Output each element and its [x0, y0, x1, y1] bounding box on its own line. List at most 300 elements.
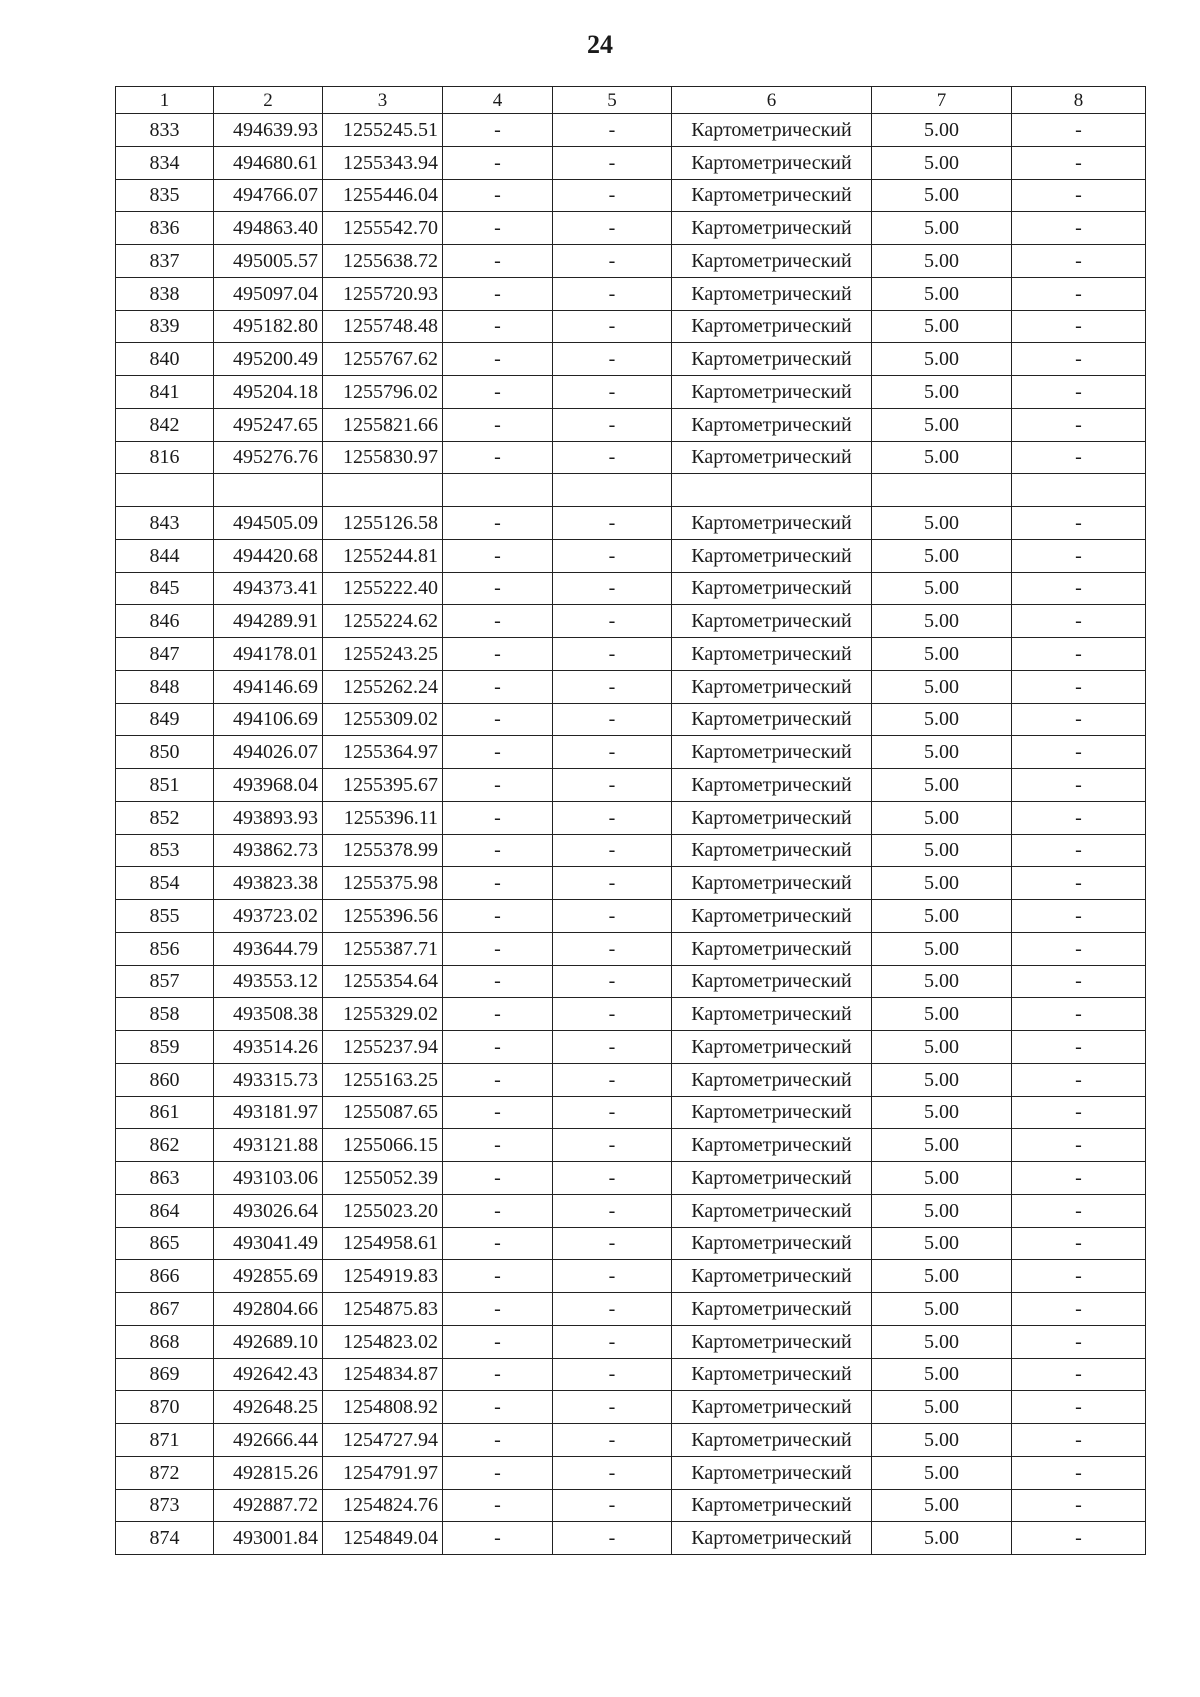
column-5-cell: -: [553, 965, 672, 998]
method-cell: Картометрический: [672, 1162, 872, 1195]
table-row: [116, 1358, 1146, 1391]
column-5-cell: -: [553, 376, 672, 409]
point-number-cell: 874: [116, 1522, 214, 1555]
point-number-cell: 836: [116, 212, 214, 245]
accuracy-cell: 5.00: [872, 1129, 1012, 1162]
x-coordinate-cell: 495005.57: [214, 245, 323, 278]
point-number-cell: 871: [116, 1424, 214, 1457]
column-5-cell: -: [553, 736, 672, 769]
x-coordinate-cell: 493553.12: [214, 965, 323, 998]
y-coordinate-cell: 1255224.62: [323, 605, 443, 638]
column-5-cell: -: [553, 1456, 672, 1489]
method-cell: Картометрический: [672, 1096, 872, 1129]
column-4-cell: -: [443, 179, 553, 212]
point-number-cell: 862: [116, 1129, 214, 1162]
column-4-cell: -: [443, 932, 553, 965]
method-cell: Картометрический: [672, 507, 872, 540]
column-8-cell: -: [1012, 834, 1146, 867]
column-8-cell: -: [1012, 343, 1146, 376]
point-number-cell: 869: [116, 1358, 214, 1391]
x-coordinate-cell: 495200.49: [214, 343, 323, 376]
point-number-cell: 853: [116, 834, 214, 867]
method-cell: Картометрический: [672, 1424, 872, 1457]
x-coordinate-cell: 494289.91: [214, 605, 323, 638]
point-number-cell: 857: [116, 965, 214, 998]
point-number-cell: 851: [116, 769, 214, 802]
y-coordinate-cell: 1255364.97: [323, 736, 443, 769]
y-coordinate-cell: 1255023.20: [323, 1194, 443, 1227]
table-row: [116, 572, 1146, 605]
table-row: [116, 670, 1146, 703]
accuracy-cell: 5.00: [872, 769, 1012, 802]
column-4-cell: -: [443, 1325, 553, 1358]
column-header: 3: [323, 87, 443, 114]
x-coordinate-cell: 495204.18: [214, 376, 323, 409]
column-8-cell: -: [1012, 146, 1146, 179]
column-4-cell: -: [443, 539, 553, 572]
column-5-cell: [553, 474, 672, 507]
accuracy-cell: 5.00: [872, 441, 1012, 474]
y-coordinate-cell: 1255163.25: [323, 1063, 443, 1096]
table-row: [116, 277, 1146, 310]
accuracy-cell: 5.00: [872, 1031, 1012, 1064]
method-cell: Картометрический: [672, 1031, 872, 1064]
table-row: [116, 1063, 1146, 1096]
method-cell: Картометрический: [672, 277, 872, 310]
column-8-cell: -: [1012, 1063, 1146, 1096]
method-cell: Картометрический: [672, 867, 872, 900]
table-row: [116, 1129, 1146, 1162]
column-8-cell: -: [1012, 1489, 1146, 1522]
method-cell: Картометрический: [672, 310, 872, 343]
x-coordinate-cell: 493968.04: [214, 769, 323, 802]
accuracy-cell: 5.00: [872, 212, 1012, 245]
x-coordinate-cell: 494178.01: [214, 638, 323, 671]
table-row: [116, 769, 1146, 802]
y-coordinate-cell: 1255396.11: [323, 801, 443, 834]
column-5-cell: -: [553, 1194, 672, 1227]
y-coordinate-cell: 1255126.58: [323, 507, 443, 540]
column-8-cell: -: [1012, 867, 1146, 900]
x-coordinate-cell: 495247.65: [214, 408, 323, 441]
accuracy-cell: 5.00: [872, 670, 1012, 703]
column-5-cell: -: [553, 1063, 672, 1096]
coordinates-table: [115, 86, 1146, 1555]
column-4-cell: -: [443, 1358, 553, 1391]
x-coordinate-cell: 492666.44: [214, 1424, 323, 1457]
column-8-cell: -: [1012, 277, 1146, 310]
method-cell: Картометрический: [672, 1227, 872, 1260]
point-number-cell: 847: [116, 638, 214, 671]
table-row: [116, 114, 1146, 147]
method-cell: Картометрический: [672, 179, 872, 212]
method-cell: Картометрический: [672, 900, 872, 933]
accuracy-cell: 5.00: [872, 932, 1012, 965]
y-coordinate-cell: 1254791.97: [323, 1456, 443, 1489]
column-header: 4: [443, 87, 553, 114]
column-5-cell: -: [553, 638, 672, 671]
method-cell: Картометрический: [672, 769, 872, 802]
method-cell: Картометрический: [672, 670, 872, 703]
x-coordinate-cell: 494766.07: [214, 179, 323, 212]
method-cell: Картометрический: [672, 539, 872, 572]
point-number-cell: [116, 474, 214, 507]
point-number-cell: 852: [116, 801, 214, 834]
column-5-cell: -: [553, 408, 672, 441]
method-cell: Картометрический: [672, 605, 872, 638]
table-row: [116, 1424, 1146, 1457]
column-8-cell: -: [1012, 932, 1146, 965]
x-coordinate-cell: 493508.38: [214, 998, 323, 1031]
table-row: [116, 1162, 1146, 1195]
point-number-cell: 833: [116, 114, 214, 147]
column-8-cell: -: [1012, 310, 1146, 343]
point-number-cell: 870: [116, 1391, 214, 1424]
y-coordinate-cell: 1255378.99: [323, 834, 443, 867]
x-coordinate-cell: 493103.06: [214, 1162, 323, 1195]
point-number-cell: 844: [116, 539, 214, 572]
column-8-cell: -: [1012, 769, 1146, 802]
table-row: [116, 1325, 1146, 1358]
column-5-cell: -: [553, 245, 672, 278]
table-row: [116, 867, 1146, 900]
table-row: [116, 507, 1146, 540]
table-row: [116, 1227, 1146, 1260]
accuracy-cell: 5.00: [872, 801, 1012, 834]
column-5-cell: -: [553, 539, 672, 572]
x-coordinate-cell: 493026.64: [214, 1194, 323, 1227]
table-row: [116, 179, 1146, 212]
x-coordinate-cell: [214, 474, 323, 507]
method-cell: Картометрический: [672, 376, 872, 409]
point-number-cell: 846: [116, 605, 214, 638]
table-row: [116, 1489, 1146, 1522]
column-4-cell: -: [443, 114, 553, 147]
y-coordinate-cell: 1255796.02: [323, 376, 443, 409]
point-number-cell: 843: [116, 507, 214, 540]
column-8-cell: -: [1012, 572, 1146, 605]
method-cell: Картометрический: [672, 1293, 872, 1326]
column-4-cell: -: [443, 572, 553, 605]
y-coordinate-cell: 1255329.02: [323, 998, 443, 1031]
column-4-cell: -: [443, 1489, 553, 1522]
column-5-cell: -: [553, 179, 672, 212]
table-row: [116, 998, 1146, 1031]
accuracy-cell: 5.00: [872, 1391, 1012, 1424]
column-8-cell: -: [1012, 605, 1146, 638]
column-4-cell: -: [443, 801, 553, 834]
column-5-cell: -: [553, 605, 672, 638]
column-4-cell: -: [443, 703, 553, 736]
y-coordinate-cell: 1254849.04: [323, 1522, 443, 1555]
x-coordinate-cell: 492648.25: [214, 1391, 323, 1424]
column-4-cell: -: [443, 900, 553, 933]
column-8-cell: [1012, 474, 1146, 507]
table-row: [116, 1031, 1146, 1064]
column-4-cell: -: [443, 408, 553, 441]
method-cell: Картометрический: [672, 736, 872, 769]
table-header: [116, 87, 1146, 114]
accuracy-cell: 5.00: [872, 376, 1012, 409]
y-coordinate-cell: 1255309.02: [323, 703, 443, 736]
column-4-cell: -: [443, 965, 553, 998]
column-8-cell: -: [1012, 212, 1146, 245]
column-8-cell: -: [1012, 1358, 1146, 1391]
point-number-cell: 856: [116, 932, 214, 965]
column-4-cell: -: [443, 507, 553, 540]
column-5-cell: -: [553, 310, 672, 343]
method-cell: Картометрический: [672, 703, 872, 736]
column-8-cell: -: [1012, 1424, 1146, 1457]
column-4-cell: -: [443, 1522, 553, 1555]
point-number-cell: 860: [116, 1063, 214, 1096]
accuracy-cell: 5.00: [872, 179, 1012, 212]
method-cell: Картометрический: [672, 1456, 872, 1489]
accuracy-cell: 5.00: [872, 1194, 1012, 1227]
y-coordinate-cell: 1255748.48: [323, 310, 443, 343]
table-row: [116, 245, 1146, 278]
y-coordinate-cell: 1255222.40: [323, 572, 443, 605]
column-header: 6: [672, 87, 872, 114]
accuracy-cell: 5.00: [872, 1325, 1012, 1358]
column-4-cell: -: [443, 1391, 553, 1424]
point-number-cell: 863: [116, 1162, 214, 1195]
y-coordinate-cell: 1254808.92: [323, 1391, 443, 1424]
method-cell: Картометрический: [672, 114, 872, 147]
table-row: [116, 1260, 1146, 1293]
column-4-cell: -: [443, 1227, 553, 1260]
column-8-cell: -: [1012, 1522, 1146, 1555]
column-header: 7: [872, 87, 1012, 114]
table-row: [116, 310, 1146, 343]
column-8-cell: -: [1012, 801, 1146, 834]
table-row: [116, 146, 1146, 179]
x-coordinate-cell: 493723.02: [214, 900, 323, 933]
x-coordinate-cell: 494026.07: [214, 736, 323, 769]
table-row: [116, 1522, 1146, 1555]
point-number-cell: 854: [116, 867, 214, 900]
table-row: [116, 801, 1146, 834]
point-number-cell: 872: [116, 1456, 214, 1489]
accuracy-cell: 5.00: [872, 245, 1012, 278]
column-5-cell: -: [553, 1096, 672, 1129]
column-4-cell: -: [443, 212, 553, 245]
x-coordinate-cell: 492804.66: [214, 1293, 323, 1326]
y-coordinate-cell: 1255237.94: [323, 1031, 443, 1064]
accuracy-cell: 5.00: [872, 1293, 1012, 1326]
table-row: [116, 539, 1146, 572]
accuracy-cell: 5.00: [872, 408, 1012, 441]
column-4-cell: -: [443, 1031, 553, 1064]
accuracy-cell: 5.00: [872, 1489, 1012, 1522]
column-8-cell: -: [1012, 441, 1146, 474]
column-8-cell: -: [1012, 1227, 1146, 1260]
table-row: [116, 376, 1146, 409]
x-coordinate-cell: 494505.09: [214, 507, 323, 540]
point-number-cell: 834: [116, 146, 214, 179]
column-4-cell: -: [443, 834, 553, 867]
x-coordinate-cell: 493644.79: [214, 932, 323, 965]
method-cell: Картометрический: [672, 1358, 872, 1391]
column-8-cell: -: [1012, 376, 1146, 409]
column-8-cell: -: [1012, 1293, 1146, 1326]
y-coordinate-cell: 1255396.56: [323, 900, 443, 933]
table-row: [116, 703, 1146, 736]
accuracy-cell: 5.00: [872, 965, 1012, 998]
column-4-cell: -: [443, 146, 553, 179]
table-row: [116, 441, 1146, 474]
column-4-cell: -: [443, 376, 553, 409]
accuracy-cell: 5.00: [872, 1096, 1012, 1129]
table-row: [116, 900, 1146, 933]
x-coordinate-cell: 494863.40: [214, 212, 323, 245]
x-coordinate-cell: 493121.88: [214, 1129, 323, 1162]
x-coordinate-cell: 494639.93: [214, 114, 323, 147]
y-coordinate-cell: 1254875.83: [323, 1293, 443, 1326]
column-5-cell: -: [553, 1162, 672, 1195]
column-5-cell: -: [553, 1325, 672, 1358]
column-8-cell: -: [1012, 179, 1146, 212]
column-5-cell: -: [553, 277, 672, 310]
y-coordinate-cell: 1255052.39: [323, 1162, 443, 1195]
column-4-cell: -: [443, 736, 553, 769]
accuracy-cell: 5.00: [872, 1063, 1012, 1096]
method-cell: Картометрический: [672, 1129, 872, 1162]
y-coordinate-cell: 1255087.65: [323, 1096, 443, 1129]
y-coordinate-cell: 1254823.02: [323, 1325, 443, 1358]
point-number-cell: 858: [116, 998, 214, 1031]
y-coordinate-cell: 1254727.94: [323, 1424, 443, 1457]
point-number-cell: 864: [116, 1194, 214, 1227]
accuracy-cell: 5.00: [872, 834, 1012, 867]
column-8-cell: -: [1012, 114, 1146, 147]
method-cell: Картометрический: [672, 965, 872, 998]
column-4-cell: -: [443, 1293, 553, 1326]
column-8-cell: -: [1012, 1391, 1146, 1424]
column-5-cell: -: [553, 801, 672, 834]
column-8-cell: -: [1012, 965, 1146, 998]
accuracy-cell: 5.00: [872, 1260, 1012, 1293]
x-coordinate-cell: 492689.10: [214, 1325, 323, 1358]
page-number: 24: [587, 30, 613, 59]
x-coordinate-cell: 492887.72: [214, 1489, 323, 1522]
column-4-cell: [443, 474, 553, 507]
y-coordinate-cell: 1255245.51: [323, 114, 443, 147]
y-coordinate-cell: 1254919.83: [323, 1260, 443, 1293]
method-cell: Картометрический: [672, 1391, 872, 1424]
method-cell: Картометрический: [672, 1522, 872, 1555]
x-coordinate-cell: 493041.49: [214, 1227, 323, 1260]
method-cell: Картометрический: [672, 212, 872, 245]
point-number-cell: 835: [116, 179, 214, 212]
x-coordinate-cell: 495276.76: [214, 441, 323, 474]
column-8-cell: -: [1012, 900, 1146, 933]
column-5-cell: -: [553, 441, 672, 474]
x-coordinate-cell: 493514.26: [214, 1031, 323, 1064]
accuracy-cell: 5.00: [872, 1358, 1012, 1391]
accuracy-cell: 5.00: [872, 867, 1012, 900]
x-coordinate-cell: 492855.69: [214, 1260, 323, 1293]
accuracy-cell: 5.00: [872, 900, 1012, 933]
method-cell: Картометрический: [672, 343, 872, 376]
column-8-cell: -: [1012, 1194, 1146, 1227]
accuracy-cell: 5.00: [872, 638, 1012, 671]
y-coordinate-cell: 1255821.66: [323, 408, 443, 441]
method-cell: Картометрический: [672, 1489, 872, 1522]
x-coordinate-cell: 494680.61: [214, 146, 323, 179]
accuracy-cell: 5.00: [872, 1227, 1012, 1260]
column-5-cell: -: [553, 507, 672, 540]
column-5-cell: -: [553, 343, 672, 376]
column-8-cell: -: [1012, 638, 1146, 671]
x-coordinate-cell: 493862.73: [214, 834, 323, 867]
column-5-cell: -: [553, 212, 672, 245]
column-4-cell: -: [443, 1129, 553, 1162]
column-5-cell: -: [553, 1129, 672, 1162]
method-cell: Картометрический: [672, 1260, 872, 1293]
accuracy-cell: 5.00: [872, 1456, 1012, 1489]
column-4-cell: -: [443, 1194, 553, 1227]
point-number-cell: 842: [116, 408, 214, 441]
method-cell: [672, 474, 872, 507]
accuracy-cell: 5.00: [872, 146, 1012, 179]
point-number-cell: 848: [116, 670, 214, 703]
y-coordinate-cell: 1255720.93: [323, 277, 443, 310]
table-row: [116, 408, 1146, 441]
column-4-cell: -: [443, 441, 553, 474]
table-row: [116, 736, 1146, 769]
y-coordinate-cell: 1255830.97: [323, 441, 443, 474]
y-coordinate-cell: 1255638.72: [323, 245, 443, 278]
table-body: [116, 114, 1146, 1555]
accuracy-cell: 5.00: [872, 343, 1012, 376]
column-8-cell: -: [1012, 1325, 1146, 1358]
table-row: [116, 343, 1146, 376]
point-number-cell: 840: [116, 343, 214, 376]
point-number-cell: 816: [116, 441, 214, 474]
accuracy-cell: 5.00: [872, 736, 1012, 769]
y-coordinate-cell: 1255542.70: [323, 212, 443, 245]
table-row: [116, 1391, 1146, 1424]
y-coordinate-cell: 1254824.76: [323, 1489, 443, 1522]
point-number-cell: 855: [116, 900, 214, 933]
column-5-cell: -: [553, 1489, 672, 1522]
y-coordinate-cell: 1255446.04: [323, 179, 443, 212]
method-cell: Картометрический: [672, 1194, 872, 1227]
column-5-cell: -: [553, 1227, 672, 1260]
table-row: [116, 834, 1146, 867]
column-5-cell: -: [553, 572, 672, 605]
point-number-cell: 849: [116, 703, 214, 736]
accuracy-cell: 5.00: [872, 310, 1012, 343]
column-4-cell: -: [443, 245, 553, 278]
point-number-cell: 865: [116, 1227, 214, 1260]
accuracy-cell: 5.00: [872, 1424, 1012, 1457]
column-8-cell: -: [1012, 998, 1146, 1031]
column-4-cell: -: [443, 1456, 553, 1489]
y-coordinate-cell: 1255354.64: [323, 965, 443, 998]
y-coordinate-cell: 1255387.71: [323, 932, 443, 965]
column-5-cell: -: [553, 900, 672, 933]
x-coordinate-cell: 493001.84: [214, 1522, 323, 1555]
method-cell: Картометрический: [672, 1063, 872, 1096]
x-coordinate-cell: 493823.38: [214, 867, 323, 900]
column-8-cell: -: [1012, 507, 1146, 540]
column-5-cell: -: [553, 834, 672, 867]
accuracy-cell: 5.00: [872, 507, 1012, 540]
column-4-cell: -: [443, 343, 553, 376]
method-cell: Картометрический: [672, 408, 872, 441]
